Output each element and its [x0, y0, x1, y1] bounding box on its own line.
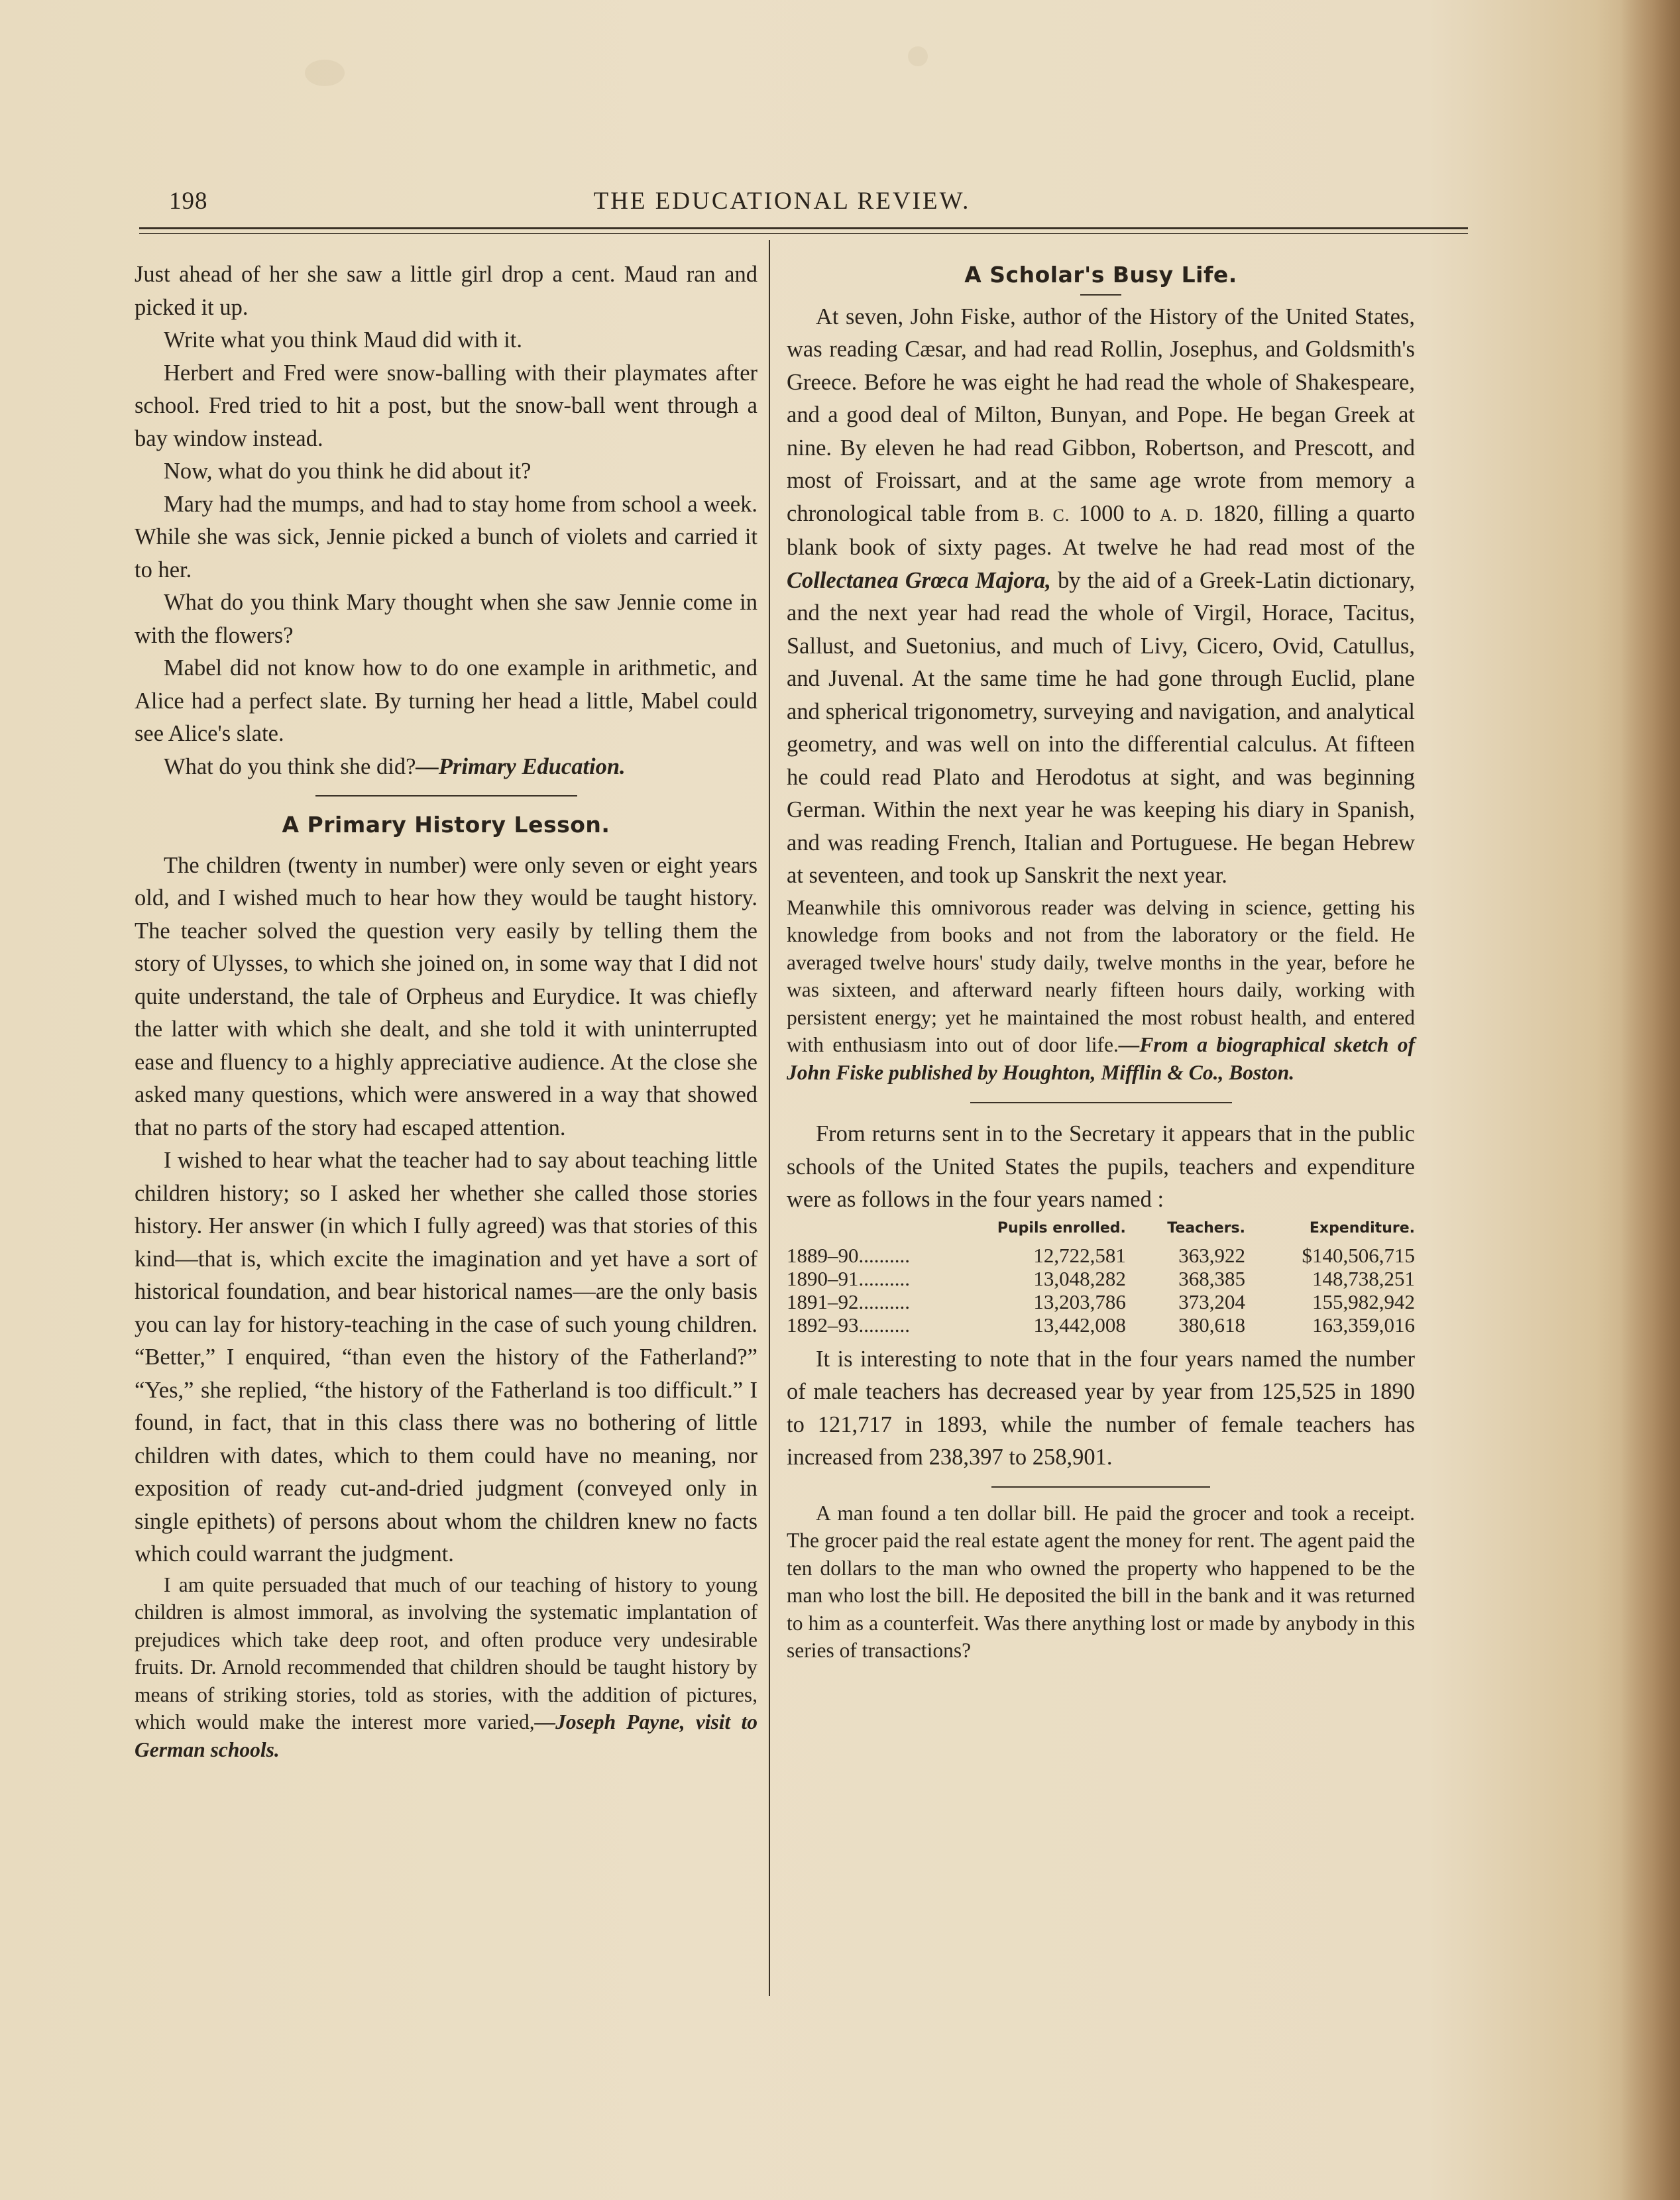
- page-number: 198: [169, 188, 208, 215]
- section-separator: [991, 1486, 1210, 1488]
- left-column: [135, 258, 757, 1763]
- header-rule: [139, 227, 1468, 234]
- table-cell: 12,722,581: [1033, 1243, 1126, 1267]
- paragraph: Write what you think Maud did with it.: [164, 327, 522, 353]
- section-separator: [315, 795, 577, 797]
- paragraph: Mary had the mumps, and had to stay home from school a week. While she was sick, Jennie picked a bunch of violets and carried it to her.: [135, 491, 757, 582]
- table-cell: 13,048,282: [1033, 1266, 1126, 1290]
- table-row: [787, 1313, 1415, 1337]
- table-row: [787, 1244, 1415, 1267]
- page-spine-shadow: [1620, 0, 1680, 2200]
- table-cell: $140,506,715: [1302, 1243, 1415, 1267]
- year: 1889–90: [787, 1243, 859, 1267]
- paper-stain: [908, 46, 928, 66]
- paragraph: Now, what do you think he did about it?: [164, 459, 532, 484]
- table-cell: 148,738,251: [1312, 1266, 1415, 1290]
- journal-title: THE EDUCATIONAL REVIEW.: [593, 188, 971, 215]
- table-row: [787, 1267, 1415, 1290]
- text-run: 1000 to: [1070, 500, 1160, 526]
- dot-leader: ..........: [858, 1313, 910, 1337]
- year: 1892–93: [787, 1313, 859, 1337]
- article-title: A Primary History Lesson.: [282, 812, 610, 838]
- paper-stain: [305, 60, 345, 86]
- table-cell: [787, 1313, 962, 1337]
- source-attribution: —Primary Education.: [416, 753, 626, 779]
- table-cell: 363,922: [1178, 1243, 1246, 1267]
- paragraph: From returns sent in to the Secretary it appears that in the public schools of the United States the pupils, teachers and expenditure were as follows in the four years named :: [787, 1121, 1415, 1212]
- right-column: [787, 258, 1415, 1665]
- text-run: At seven, John Fiske, author of the History of the United States, was reading Cæsar, and had read Rollin, Josephus, and Goldsmith's Greece. Before he was eight he had read the whole of Shakespeare, and a good deal of Milton, Bunyan, and Pope. He began Greek at nine. By eleven he had read Gibbon, Robertson, and Prescott, and most of Froissart, and at the same age wrote from memory a chronological table from: [787, 303, 1415, 526]
- section-separator: [970, 1102, 1232, 1103]
- year: 1890–91: [787, 1266, 859, 1290]
- dot-leader: ..........: [858, 1243, 910, 1267]
- paragraph: It is interesting to note that in the four years named the number of male teachers has decreased year by year from 125,525 in 1890 to 121,717 in 1893, while the number of female teachers has increased from 238,397 to 258,901.: [787, 1346, 1415, 1470]
- italic-title: Collectanea Grœca Majora,: [787, 567, 1051, 593]
- text-run: by the aid of a Greek-Latin dictionary, and the next year had read the whole of Virgil, Horace, Tacitus, Sallust, and Suetonius, and much of Livy, Cicero, Ovid, Catullus, and Juvenal. At the same time he had gone through Euclid, plane and spherical trigonometry, surveying and navigation, and analytical geometry, and was well on into the differential calculus. At fifteen he could read Plato and Herodotus at sight, and was beginning German. Within the next year he was keeping his diary in Spanish, and was reading French, Italian and Portuguese. He began Hebrew at seventeen, and took up Sanskrit the next year.: [787, 567, 1415, 888]
- year-header: [787, 1217, 962, 1244]
- title-underline: [1080, 294, 1121, 296]
- column-header: Pupils enrolled.: [997, 1219, 1126, 1237]
- table-cell: [787, 1244, 962, 1267]
- paragraph: Just ahead of her she saw a little girl drop a cent. Maud ran and picked it up.: [135, 262, 757, 320]
- table-cell: 373,204: [1178, 1290, 1246, 1313]
- source-attribution: —Joseph Payne, visit to German schools.: [135, 1710, 757, 1761]
- table-cell: 155,982,942: [1312, 1290, 1415, 1313]
- table-cell: 368,385: [1178, 1266, 1246, 1290]
- paragraph: The children (twenty in number) were only seven or eight years old, and I wished much to hear how they would be taught history. The teacher solved the question very easily by telling them the story of Ulysses, to which she joined on, in some way that I did not quite understand, the tale of Orpheus and Eurydice. It was chiefly the latter with which she dealt, and she told it with uninterrupted ease and fluency to a highly appreciative audience. At the close she asked many questions, which were answered in a way that showed that no parts of the story had escaped attention.: [135, 852, 757, 1140]
- table-cell: [787, 1267, 962, 1290]
- paragraph: Mabel did not know how to do one example in arithmetic, and Alice had a perfect slate. By turning her head a little, Mabel could see Alice's slate.: [135, 655, 757, 746]
- table-row: [787, 1290, 1415, 1313]
- statistics-table: [787, 1217, 1415, 1337]
- table-cell: 13,203,786: [1033, 1290, 1126, 1313]
- paragraph: A man found a ten dollar bill. He paid the grocer and took a receipt. The grocer paid the real estate agent the money for rent. The agent paid the ten dollars to the man who owned the property who happened to be the man who lost the bill. He deposited the bill in the bank and it was returned to him as a counterfeit. Was there anything lost or made by anybody in this series of transactions?: [787, 1501, 1415, 1662]
- text-run: Meanwhile this omnivorous reader was delving in science, getting his knowledge from books and not from the laboratory or the field. He averaged twelve hours' study daily, twelve months in the year, before he was sixteen, and afterward nearly fifteen hours daily, working with persistent energy; yet he maintained the most robust health, and entered with enthusiasm into out of door life.: [787, 895, 1415, 1056]
- text-run: 1820, filling a quarto blank book of sixty pages. At twelve he had read most of the: [787, 500, 1415, 560]
- final-paragraph: [135, 1571, 757, 1764]
- paragraph: Herbert and Fred were snow-balling with their playmates after school. Fred tried to hit a post, but the snow-ball went through a bay window instead.: [135, 360, 757, 451]
- source-attribution: —From a biographical sketch of John Fiske published by Houghton, Mifflin & Co., Boston.: [787, 1033, 1416, 1084]
- table-cell: 13,442,008: [1033, 1313, 1126, 1337]
- small-caps-run: A. D.: [1159, 505, 1204, 525]
- paragraph: [787, 894, 1415, 1087]
- column-divider: [769, 240, 770, 1996]
- table-header-row: [787, 1217, 1415, 1244]
- dot-leader: ..........: [858, 1290, 910, 1313]
- column-header: Expenditure.: [1309, 1219, 1415, 1237]
- table-cell: 163,359,016: [1312, 1313, 1415, 1337]
- paragraph: What do you think Mary thought when she saw Jennie come in with the flowers?: [135, 590, 757, 648]
- closing-paragraph: [135, 751, 757, 784]
- year: 1891–92: [787, 1290, 859, 1313]
- column-header: Teachers.: [1167, 1219, 1246, 1237]
- paragraph: I wished to hear what the teacher had to say about teaching little children history; so I asked her whether she called those stories history. Her answer (in which I fully agreed) was that stories of this kind—that is, which excite the imagination and yet have a sort of historical foundation, and bear historical names—are the only basis you can lay for history-teaching in the case of such young children. “Better,” I enquired, “than even the history of the Fatherland?” “Yes,” she replied, “the history of the Fatherland is too difficult.” I found, in fact, that in this class there was no bothering of little children with dates, which to them could have no meaning, nor exposition of ready cut-and-dried judgment (conveyed only in single epithets) of persons about whom the children knew no facts which could warrant the judgment.: [135, 1148, 757, 1567]
- paragraph: [787, 301, 1415, 893]
- dot-leader: ..........: [858, 1266, 910, 1290]
- closing-line: What do you think she did?: [164, 753, 416, 779]
- table-cell: [787, 1290, 962, 1313]
- article-title: A Scholar's Busy Life.: [964, 262, 1237, 288]
- small-caps-run: B. C.: [1027, 505, 1070, 525]
- table-cell: 380,618: [1178, 1313, 1246, 1337]
- paragraph-text: I am quite persuaded that much of our teaching of history to young children is almost immoral, as involving the systematic implantation of prejudices which take deep root, and often produce very undesirable fruits. Dr. Arnold recommended that children should be taught history by means of striking stories, told as stories, with the addition of pictures, which would make the interest more varied,: [135, 1572, 757, 1733]
